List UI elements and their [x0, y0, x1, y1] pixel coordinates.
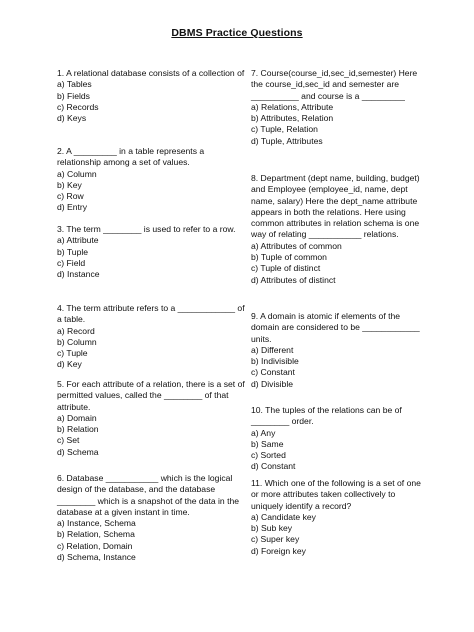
- option-a: a) Relations, Attribute: [251, 101, 334, 112]
- question-stem: 2. A _________ in a table represents a relationship among a set of values.: [57, 146, 205, 168]
- option-d: d) Divisible: [251, 378, 294, 389]
- option-a: a) Instance, Schema: [57, 518, 136, 529]
- option-b: b) Indivisible: [251, 356, 299, 367]
- option-d: d) Attributes of distinct: [251, 274, 336, 285]
- option-a: a) Record: [57, 325, 95, 336]
- question-stem: 10. The tuples of the relations can be of ________ order.: [251, 405, 402, 427]
- option-a: a) Domain: [57, 412, 97, 423]
- question-stem: 9. A domain is atomic if elements of the domain are considered to be ____________ units.: [251, 311, 420, 344]
- option-c: c) Set: [57, 435, 80, 446]
- option-b: b) Column: [57, 336, 97, 347]
- question-stem: 8. Department (dept name, building, budget) and Employee (employee_id, name, dept name, salary) Here the dept_name attribute appears in both the relations. Here using common attributes in relation schema is one way of relating ___________ relations.: [251, 173, 420, 240]
- option-b: b) Sub key: [251, 523, 293, 534]
- option-d: d) Constant: [251, 461, 296, 472]
- question-3: [57, 224, 247, 280]
- option-a: a) Tables: [57, 79, 92, 90]
- question-stem: 4. The term attribute refers to a ____________ of a table.: [57, 303, 245, 325]
- option-b: b) Relation: [57, 424, 99, 435]
- option-c: c) Field: [57, 257, 86, 268]
- option-c: c) Tuple, Relation: [251, 124, 318, 135]
- question-7: [251, 68, 421, 147]
- option-b: b) Tuple: [57, 246, 89, 257]
- option-a: a) Column: [57, 168, 97, 179]
- option-c: c) Super key: [251, 534, 300, 545]
- option-c: c) Relation, Domain: [57, 540, 133, 551]
- option-c: c) Constant: [251, 367, 295, 378]
- option-c: c) Tuple: [57, 348, 88, 359]
- option-b: b) Relation, Schema: [57, 529, 135, 540]
- option-d: d) Foreign key: [251, 545, 306, 556]
- question-5: [57, 379, 247, 458]
- option-d: d) Schema, Instance: [57, 552, 136, 563]
- option-d: d) Instance: [57, 269, 100, 280]
- question-2: [57, 146, 247, 214]
- question-10: [251, 405, 421, 473]
- question-8: [251, 173, 421, 286]
- option-d: d) Entry: [57, 202, 88, 213]
- question-9: [251, 311, 421, 390]
- question-11: [251, 478, 421, 557]
- question-6: [57, 473, 247, 563]
- option-c: c) Records: [57, 101, 99, 112]
- option-d: d) Key: [57, 359, 82, 370]
- option-b: b) Key: [57, 179, 82, 190]
- option-a: a) Different: [251, 344, 294, 355]
- question-stem: 11. Which one of the following is a set of one or more attributes taken collectively to uniquely identify a record?: [251, 478, 421, 511]
- question-stem: 3. The term ________ is used to refer to a row.: [57, 224, 236, 234]
- option-d: d) Schema: [57, 446, 99, 457]
- option-c: c) Row: [57, 191, 84, 202]
- option-a: a) Attribute: [57, 235, 99, 246]
- option-c: c) Sorted: [251, 450, 286, 461]
- question-stem: 6. Database ___________ which is the logical design of the database, and the database ________ which is a snapshot of the data in the database at a given instant in time.: [57, 473, 240, 517]
- option-d: d) Keys: [57, 113, 87, 124]
- question-stem: 1. A relational database consists of a collection of: [57, 68, 245, 78]
- option-d: d) Tuple, Attributes: [251, 135, 323, 146]
- question-stem: 5. For each attribute of a relation, there is a set of permitted values, called the ________ of that attribute.: [57, 379, 245, 412]
- option-b: b) Same: [251, 438, 284, 449]
- question-4: [57, 303, 247, 371]
- option-c: c) Tuple of distinct: [251, 263, 321, 274]
- option-a: a) Attributes of common: [251, 240, 342, 251]
- option-a: a) Candidate key: [251, 511, 316, 522]
- option-b: b) Tuple of common: [251, 252, 327, 263]
- option-a: a) Any: [251, 427, 276, 438]
- question-stem: 7. Course(course_id,sec_id,semester) Here the course_id,sec_id and semester are __________ and course is a _________: [251, 68, 418, 101]
- option-b: b) Attributes, Relation: [251, 113, 334, 124]
- option-b: b) Fields: [57, 90, 90, 101]
- question-1: [57, 68, 247, 124]
- page-title: DBMS Practice Questions: [171, 27, 303, 39]
